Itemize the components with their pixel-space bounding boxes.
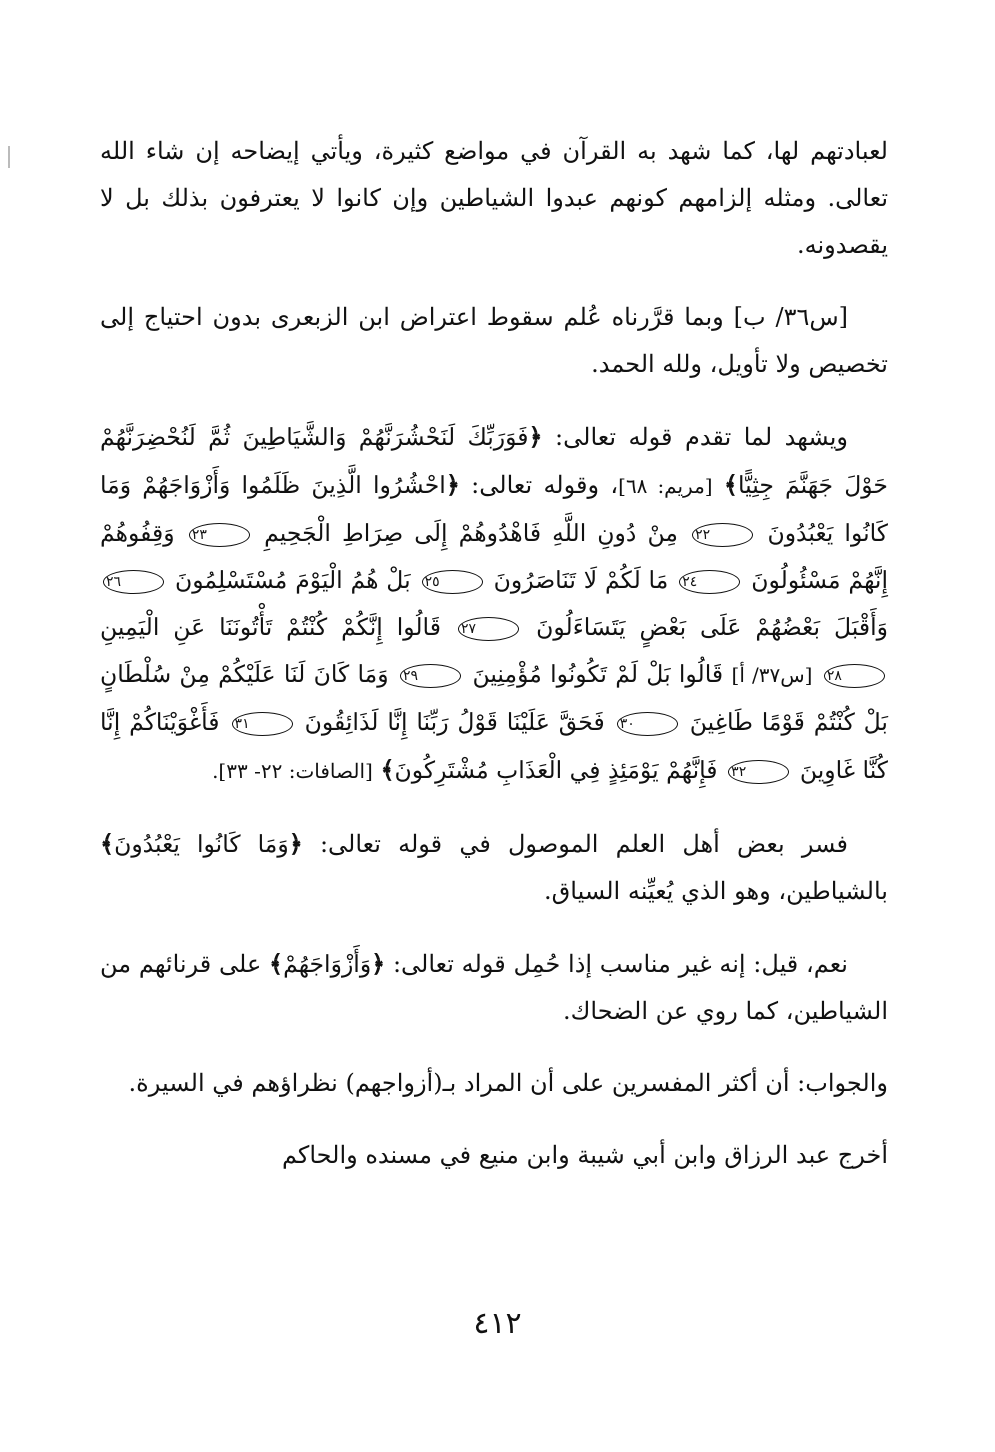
quran-verse-24: وَقِفُوهُمْ إِنَّهُمْ مَسْئُولُونَ: [100, 519, 888, 594]
quran-bracket-close: ﴾: [269, 949, 284, 978]
ayah-number-30: ٣٠: [617, 712, 678, 736]
paragraph-5: [100, 940, 888, 1035]
quran-verse-25: مَا لَكُمْ لَا تَنَاصَرُونَ: [493, 566, 669, 594]
quran-verse-22: احْشُرُوا الَّذِينَ ظَلَمُوا وَأَزْوَاجَهُمْ وَمَا كَانُوا يَعْبُدُونَ: [100, 471, 888, 547]
p4-intro: فسر بعض أهل العلم الموصول في قوله تعالى:: [319, 830, 848, 858]
reference-saffat: [الصافات: ٢٢- ٣٣].: [212, 759, 373, 783]
ayah-number-23: ٢٣: [189, 523, 250, 547]
paragraph-2: [س٣٦/ ب] وبما قرَّرناه عُلم سقوط اعتراض ابن الزبعرى بدون احتياج إلى تخصيص ولا تأويل، ولله الحمد.: [100, 303, 888, 378]
quran-bracket-close: ﴾: [100, 829, 115, 858]
quran-verse-30: وَمَا كَانَ لَنَا عَلَيْكُمْ مِنْ سُلْطَانٍ بَلْ كُنْتُمْ قَوْمًا طَاغِينَ: [100, 660, 888, 736]
ayah-number-29: ٢٩: [400, 664, 461, 688]
quran-verse-29: قَالُوا بَلْ لَمْ تَكُونُوا مُؤْمِنِينَ: [472, 660, 724, 688]
ayah-number-24: ٢٤: [679, 570, 740, 594]
page-body: [100, 128, 888, 1204]
ayah-number-26: ٢٦: [103, 570, 164, 594]
p5-rest: على قرنائهم من الشياطين، كما روي عن الضحاك.: [100, 950, 888, 1025]
p3-mid: ، وقوله تعالى:: [471, 471, 619, 499]
quran-bracket-close: ﴾: [723, 470, 738, 499]
ayah-number-31: ٣١: [232, 712, 293, 736]
quran-bracket-open: ﴿: [445, 470, 460, 499]
p4-quote: وَمَا كَانُوا يَعْبُدُونَ: [114, 830, 289, 858]
paragraph-4: [100, 820, 888, 915]
quran-verse-26: بَلْ هُمُ الْيَوْمَ مُسْتَسْلِمُونَ: [175, 566, 411, 594]
page-number: ٤١٢: [473, 1306, 522, 1341]
manuscript-marker: [س٣٧/ أ]: [731, 663, 813, 687]
ayah-number-27: ٢٧: [458, 617, 519, 641]
quran-verse-28: قَالُوا إِنَّكُمْ كُنْتُمْ تَأْتُونَنَا عَنِ الْيَمِينِ: [100, 613, 441, 641]
quran-bracket-close: ﴾: [380, 755, 395, 784]
quran-verse-31: فَحَقَّ عَلَيْنَا قَوْلُ رَبِّنَا إِنَّا لَذَائِقُونَ: [304, 708, 605, 736]
quran-verse-33: فَإِنَّهُمْ يَوْمَئِذٍ فِي الْعَذَابِ مُشْتَرِكُونَ: [394, 756, 718, 784]
p5-quote: وَأَزْوَاجَهُمْ: [283, 950, 372, 978]
quran-bracket-open: ﴿: [371, 949, 386, 978]
quran-bracket-open: ﴿: [528, 422, 543, 451]
reference-maryam: [مريم: ٦٨]: [618, 474, 713, 498]
quran-verse-23: مِنْ دُونِ اللَّهِ فَاهْدُوهُمْ إِلَى صِرَاطِ الْجَحِيمِ: [264, 519, 678, 547]
paragraph-7: أخرج عبد الرزاق وابن أبي شيبة وابن منيع في مسنده والحاكم: [281, 1141, 888, 1169]
margin-mark: [8, 146, 10, 168]
ayah-number-28: ٢٨: [824, 664, 885, 688]
paragraph-6: والجواب: أن أكثر المفسرين على أن المراد بـ(أزواجهم) نظراؤهم في السيرة.: [128, 1069, 888, 1097]
quran-bracket-open: ﴿: [288, 829, 303, 858]
p5-intro: نعم، قيل: إنه غير مناسب إذا حُمِل قوله تعالى:: [392, 950, 848, 978]
paragraph-3: [100, 413, 888, 795]
ayah-number-32: ٣٢: [728, 760, 789, 784]
paragraph-1: لعبادتهم لها، كما شهد به القرآن في مواضع كثيرة، ويأتي إيضاحه إن شاء الله تعالى. ومثله إلزامهم كونهم عبدوا الشياطين وإن كانوا لا يعترفون بذلك بل لا يقصدونه.: [100, 137, 888, 259]
ayah-number-22: ٢٢: [692, 523, 753, 547]
quran-verse-32: فَأَغْوَيْنَاكُمْ إِنَّا كُنَّا غَاوِينَ: [100, 708, 888, 784]
quran-verse-27: وَأَقْبَلَ بَعْضُهُمْ عَلَى بَعْضٍ يَتَسَاءَلُونَ: [536, 613, 888, 641]
quran-verse-maryam: فَوَرَبِّكَ لَنَحْشُرَنَّهُمْ وَالشَّيَاطِينَ ثُمَّ لَنُحْضِرَنَّهُمْ حَوْلَ جَهَنَّمَ جِثِيًّا: [100, 423, 888, 499]
ayah-number-25: ٢٥: [422, 570, 483, 594]
p4-rest: بالشياطين، وهو الذي يُعيِّنه السياق.: [544, 877, 888, 905]
p3-intro: ويشهد لما تقدم قوله تعالى:: [555, 423, 849, 451]
